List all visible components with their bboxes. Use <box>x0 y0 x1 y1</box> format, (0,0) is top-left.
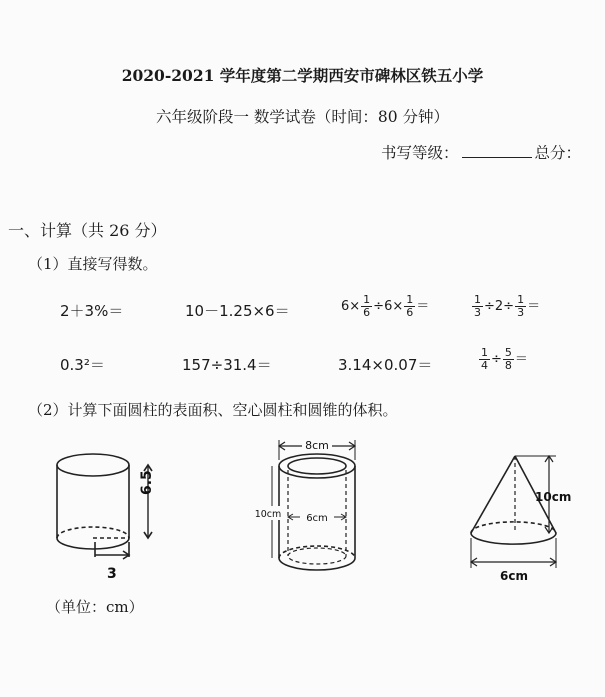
expr-text: 6× <box>341 299 361 314</box>
unit-note: （单位：cm） <box>46 598 144 616</box>
hollow-inner-label: 6cm <box>306 513 328 524</box>
grade-blank[interactable] <box>462 145 532 158</box>
expr-text: ＝ <box>527 299 541 314</box>
cone-height-label: 10cm <box>535 490 572 504</box>
cone-figure <box>471 456 556 568</box>
cylinder-height-label: 6.5 <box>139 470 155 495</box>
fraction: $\frac{1}{4}$ <box>481 346 488 372</box>
fraction: $\frac{1}{6}$ <box>406 293 414 319</box>
expr-r1-1: 2＋3%＝ <box>60 302 124 320</box>
fraction: $\frac{1}{3}$ <box>517 293 525 319</box>
expr-text: ÷ <box>491 352 502 367</box>
total-label: 总分： <box>534 144 582 162</box>
expr-r1-4 <box>471 294 540 319</box>
expr-r1-2: 10－1.25×6＝ <box>185 302 290 320</box>
cylinder-radius-label: 3 <box>107 566 117 582</box>
exam-subtitle: 六年级阶段一 数学试卷（时间：80 分钟） <box>155 108 450 126</box>
hollow-height-label: 10cm <box>254 509 282 520</box>
hollow-cylinder-figure <box>272 440 355 570</box>
figures-svg <box>0 430 605 595</box>
expr-r1-3 <box>341 294 429 319</box>
cylinder-figure <box>57 454 152 559</box>
section-title: 一、计算（共 26 分） <box>8 221 167 240</box>
cone-diameter-label: 6cm <box>500 569 528 583</box>
fraction: $\frac{1}{6}$ <box>363 293 371 319</box>
expr-r2-2: 157÷31.4＝ <box>182 356 272 374</box>
expr-r2-1: 0.3²＝ <box>60 356 105 374</box>
grade-label: 书写等级： <box>381 144 459 162</box>
expr-text: ＝ <box>416 299 430 314</box>
expr-text: ÷2÷ <box>484 299 515 314</box>
hollow-outer-label: 8cm <box>305 439 329 452</box>
expr-text: ÷6× <box>373 299 404 314</box>
expr-text: ＝ <box>514 352 528 367</box>
fraction: $\frac{1}{3}$ <box>474 293 481 319</box>
expr-r2-4 <box>478 347 528 372</box>
fraction: $\frac{5}{8}$ <box>504 346 512 372</box>
exam-title: 2020-2021 学年度第二学期西安市碑林区铁五小学 <box>121 66 484 85</box>
question-2-label: （2）计算下面圆柱的表面积、空心圆柱和圆锥的体积。 <box>28 401 398 419</box>
question-1-label: （1）直接写得数。 <box>28 255 158 273</box>
expr-r2-3: 3.14×0.07＝ <box>338 356 433 374</box>
grade-line <box>381 141 581 163</box>
